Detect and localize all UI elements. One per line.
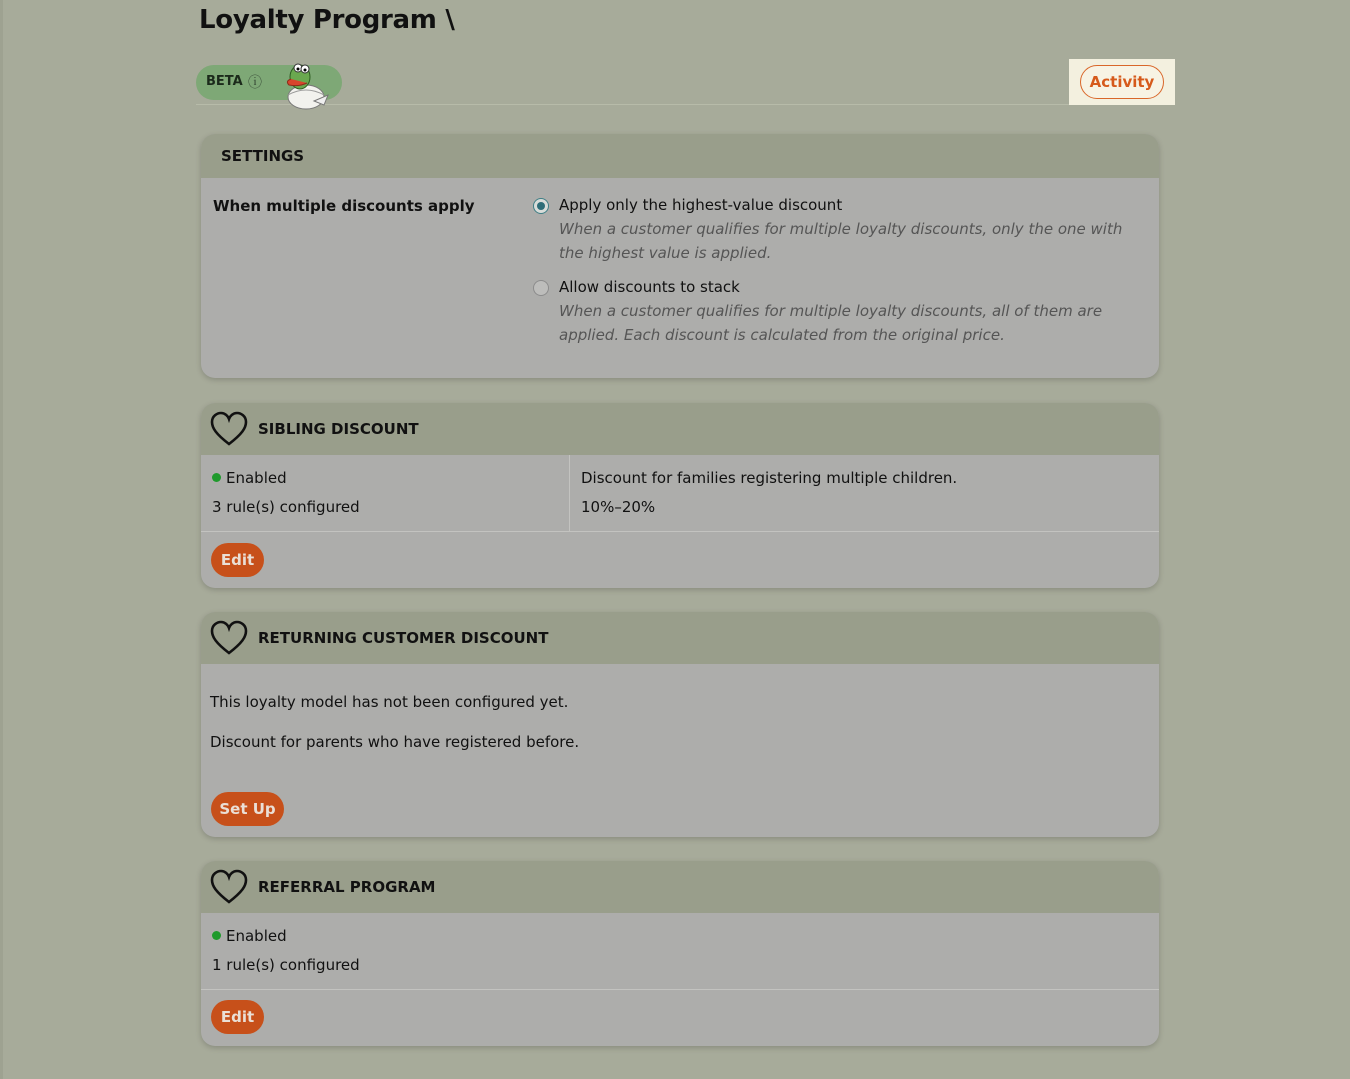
heart-icon bbox=[210, 869, 248, 905]
radio-highest-value[interactable] bbox=[533, 198, 549, 214]
option-highest-value-desc-2: the highest value is applied. bbox=[559, 244, 772, 262]
option-stack-desc-2: applied. Each discount is calculated from the original price. bbox=[559, 326, 1005, 344]
returning-customer-header bbox=[201, 612, 1159, 664]
settings-title: SETTINGS bbox=[221, 147, 305, 165]
settings-field-label: When multiple discounts apply bbox=[213, 197, 475, 215]
activity-button[interactable]: Activity bbox=[1080, 65, 1164, 99]
enabled-dot-icon bbox=[212, 473, 221, 482]
referral-program-details bbox=[201, 913, 1159, 990]
sibling-discount-details bbox=[201, 455, 1159, 532]
sibling-edit-button[interactable]: Edit bbox=[211, 543, 264, 577]
returning-customer-title: RETURNING CUSTOMER DISCOUNT bbox=[258, 629, 549, 647]
sibling-range: 10%–20% bbox=[581, 498, 656, 516]
settings-body bbox=[201, 178, 1159, 378]
left-edge bbox=[0, 0, 3, 1079]
referral-status-label: Enabled bbox=[226, 927, 287, 945]
returning-setup-button[interactable]: Set Up bbox=[211, 792, 284, 826]
referral-program-card bbox=[201, 861, 1159, 1046]
sibling-rules: 3 rule(s) configured bbox=[212, 498, 360, 516]
sibling-description: Discount for families registering multiple children. bbox=[581, 469, 958, 487]
option-stack-desc-1: When a customer qualifies for multiple loyalty discounts, all of them are bbox=[559, 302, 1103, 320]
returning-not-configured: This loyalty model has not been configured yet. bbox=[210, 693, 569, 711]
referral-edit-button[interactable]: Edit bbox=[211, 1000, 264, 1034]
beta-bar bbox=[196, 58, 1174, 105]
settings-header bbox=[201, 134, 1159, 178]
mascot-icon bbox=[278, 57, 340, 111]
page-title: Loyalty Program \ bbox=[199, 5, 455, 35]
referral-program-title: REFERRAL PROGRAM bbox=[258, 878, 436, 896]
beta-badge bbox=[196, 65, 342, 100]
info-icon[interactable]: ⓘ bbox=[248, 75, 262, 91]
settings-card bbox=[201, 134, 1159, 378]
referral-program-header bbox=[201, 861, 1159, 913]
activity-highlight bbox=[1069, 59, 1175, 105]
sibling-status bbox=[212, 469, 287, 487]
referral-status bbox=[212, 927, 287, 945]
beta-label: BETA bbox=[206, 74, 243, 89]
enabled-dot-icon bbox=[212, 931, 221, 940]
option-stack-label[interactable]: Allow discounts to stack bbox=[559, 278, 740, 296]
sibling-status-label: Enabled bbox=[226, 469, 287, 487]
sibling-discount-card bbox=[201, 403, 1159, 588]
returning-customer-card bbox=[201, 612, 1159, 837]
option-highest-value-desc-1: When a customer qualifies for multiple loyalty discounts, only the one with bbox=[559, 220, 1123, 238]
sibling-divider bbox=[569, 455, 570, 531]
returning-description: Discount for parents who have registered before. bbox=[210, 733, 580, 751]
radio-stack[interactable] bbox=[533, 280, 549, 296]
sibling-discount-title: SIBLING DISCOUNT bbox=[258, 420, 419, 438]
heart-icon bbox=[210, 411, 248, 447]
heart-icon bbox=[210, 620, 248, 656]
sibling-discount-header bbox=[201, 403, 1159, 455]
option-highest-value-label[interactable]: Apply only the highest-value discount bbox=[559, 196, 843, 214]
referral-rules: 1 rule(s) configured bbox=[212, 956, 360, 974]
